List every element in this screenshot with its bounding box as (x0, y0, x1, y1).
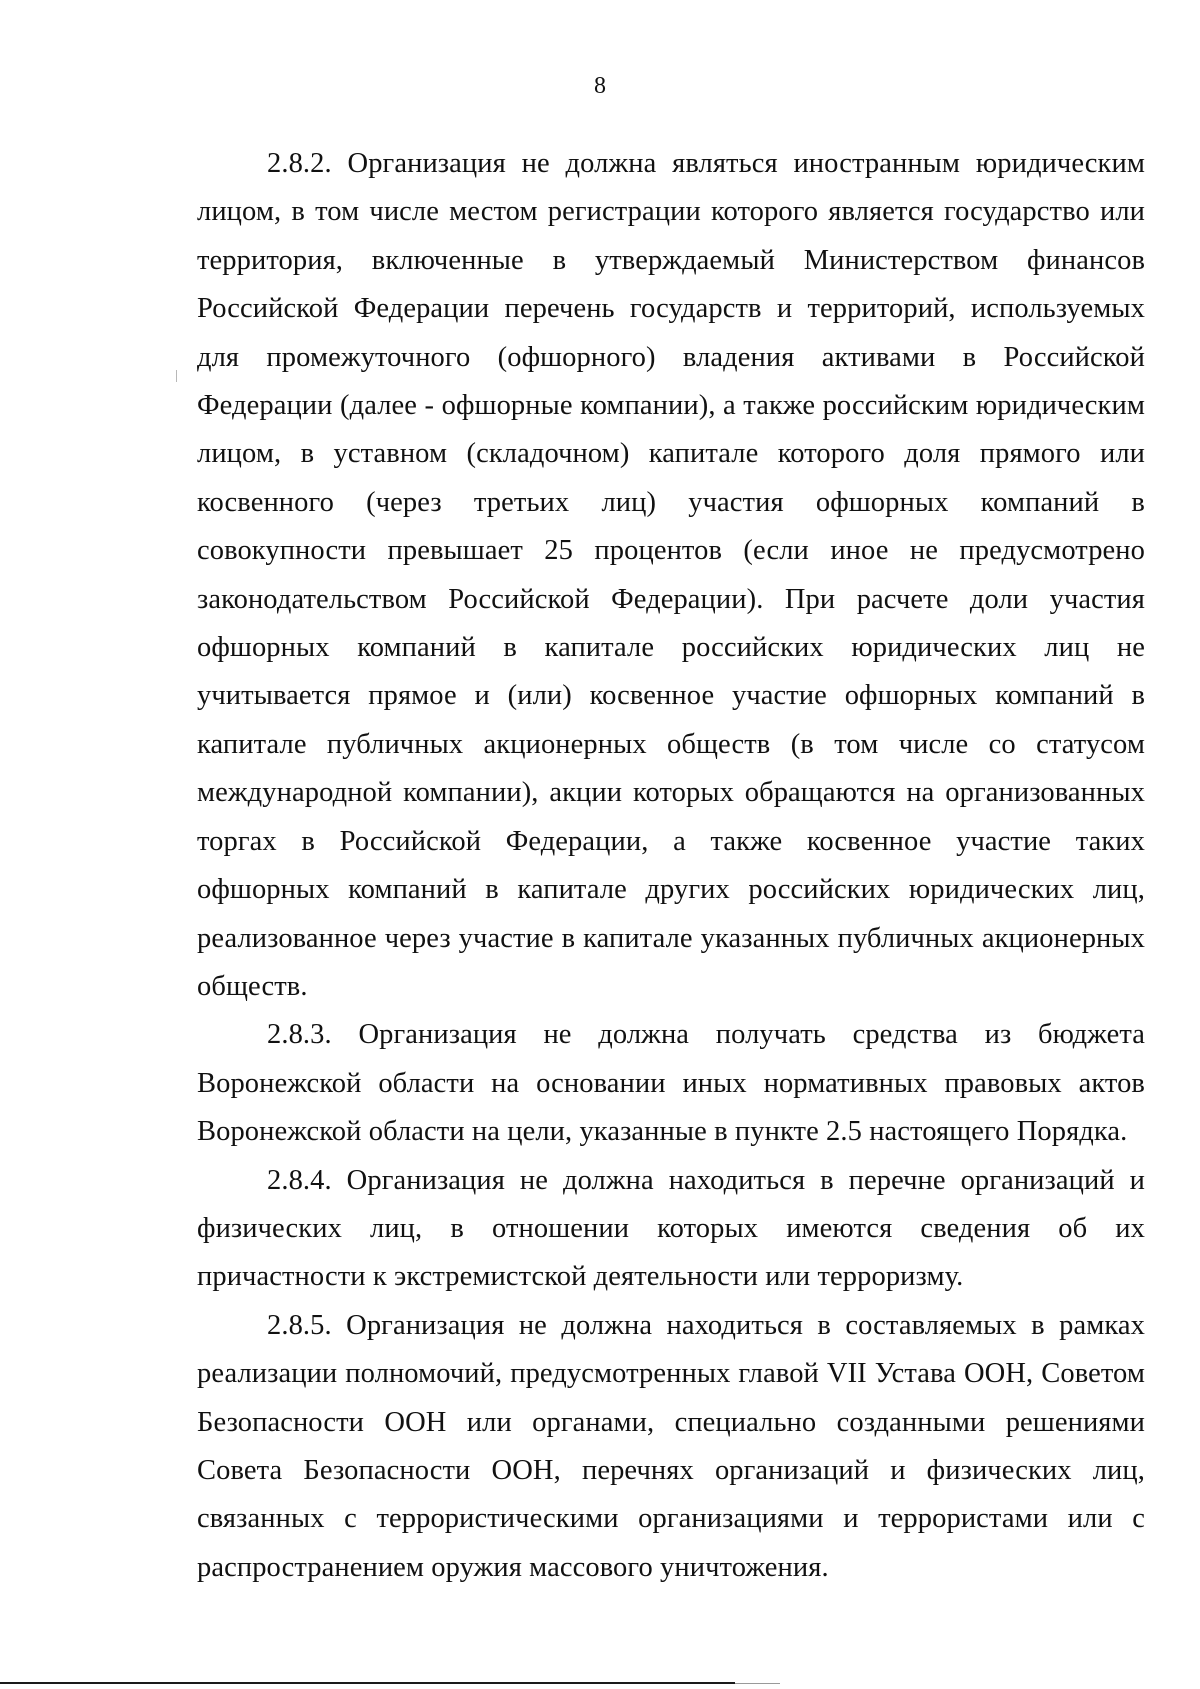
bottom-rule-fade (735, 1683, 780, 1684)
paragraph-2-8-2: 2.8.2. Организация не должна являться иностранным юридическим лицом, в том числе местом регистрации которого является государство или территория, включенные в утверждаемый Министерством финансов Российской Федерации перечень государств и территорий, используемых для промежуточного (офшорного) владения активами в Российской Федерации (далее - офшорные компании), а также российским юридическим лицом, в уставном (складочном) капитале которого доля прямого или косвенного (через третьих лиц) участия офшорных компаний в совокупности превышает 25 процентов (если иное не предусмотрено законодательством Российской Федерации). При расчете доли участия офшорных компаний в капитале российских юридических лиц не учитывается прямое и (или) косвенное участие офшорных компаний в капитале публичных акционерных обществ (в том числе со статусом международной компании), акции которых обращаются на организованных торгах в Российской Федерации, а также косвенное участие таких офшорных компаний в капитале других российских юридических лиц, реализованное через участие в капитале указанных публичных акционерных обществ. (197, 148, 1145, 1002)
paragraph-2-8-5: 2.8.5. Организация не должна находиться в составляемых в рамках реализации полномочий, предусмотренных главой VII Устава ООН, Советом Безопасности ООН или органами, специально созданными решениями Совета Безопасности ООН, перечнях организаций и физических лиц, связанных с террористическими организациями и террористами или с распространением оружия массового уничтожения. (197, 1309, 1145, 1583)
paragraph-2-8-4: 2.8.4. Организация не должна находиться в перечне организаций и физических лиц, в отношении которых имеются сведения об их причастности к экстремистской деятельности или терроризму. (197, 1164, 1145, 1293)
paragraph-2-8-3: 2.8.3. Организация не должна получать средства из бюджета Воронежской области на основании иных нормативных правовых актов Воронежской области на цели, указанные в пункте 2.5 настоящего Порядка. (197, 1019, 1145, 1148)
document-body (197, 140, 1145, 1592)
margin-mark (176, 370, 177, 382)
page-number: 8 (594, 73, 606, 99)
bottom-rule (0, 1682, 735, 1684)
